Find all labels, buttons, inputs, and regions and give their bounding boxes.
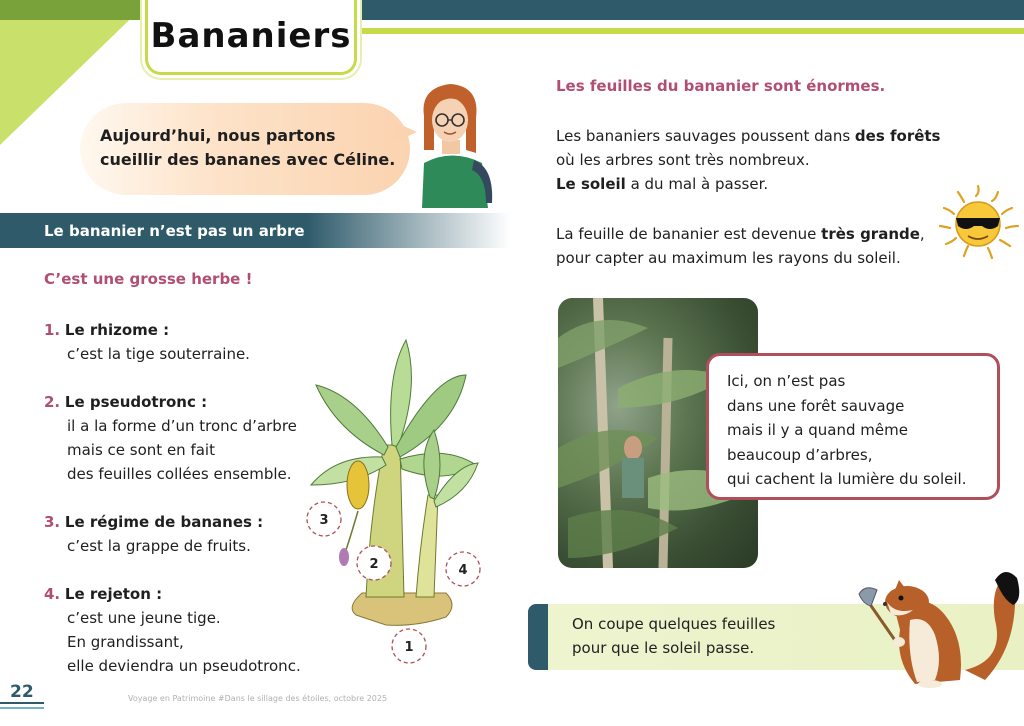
top-bar — [355, 0, 1024, 20]
top-line — [355, 28, 1024, 34]
sun-icon — [932, 182, 1024, 262]
item-term: Le régime de bananes : — [64, 513, 264, 531]
item-line: il a la forme d’un tronc d’arbre — [67, 417, 297, 435]
footer-credit: Voyage en Patrimoine #Dans le sillage des étoiles, octobre 2025 — [128, 694, 388, 703]
bottom-band-edge — [528, 604, 548, 670]
callout-line: Ici, on n’est pas — [727, 372, 846, 390]
label-3-text: 3 — [319, 513, 329, 528]
woman-illustration — [402, 78, 502, 208]
page-title: Bananiers — [150, 16, 352, 56]
item-line: mais ce sont en fait — [67, 441, 215, 459]
section-banner — [0, 213, 510, 248]
label-2 — [355, 544, 393, 582]
photo-callout — [706, 353, 1000, 500]
bold-run: des forêts — [854, 127, 941, 145]
title-box — [145, 0, 357, 75]
text-run: La feuille de bananier est devenue — [556, 225, 822, 243]
speech-bubble-text — [100, 124, 400, 172]
label-3 — [305, 500, 343, 538]
item-number: 3. — [44, 513, 61, 531]
label-4 — [444, 550, 482, 588]
text-run: où les arbres sont très nombreux. — [556, 151, 810, 169]
item-number: 4. — [44, 585, 61, 603]
item-number: 1. — [44, 321, 61, 339]
callout-line: qui cachent la lumière du soleil. — [727, 470, 967, 488]
text-run: a du mal à passer. — [625, 175, 769, 193]
label-2-text: 2 — [369, 557, 379, 572]
right-heading: Les feuilles du bananier sont énormes. — [556, 77, 886, 95]
item-term: Le rhizome : — [64, 321, 170, 339]
bubble-line: Aujourd’hui, nous partons — [100, 126, 336, 145]
text-run: , — [919, 225, 925, 243]
callout-line: mais il y a quand même — [727, 421, 908, 439]
label-1-text: 1 — [404, 640, 414, 655]
section-banner-label: Le bananier n’est pas un arbre — [44, 221, 305, 240]
label-1 — [390, 627, 428, 665]
text-run: Les bananiers sauvages poussent dans — [556, 127, 855, 145]
callout-line: dans une forêt sauvage — [727, 396, 905, 415]
item-line: c’est la tige souterraine. — [67, 345, 250, 363]
item-line: c’est une jeune tige. — [67, 609, 221, 627]
text-run: pour capter au maximum les rayons du soleil. — [556, 249, 901, 267]
item-line: des feuilles collées ensemble. — [67, 465, 292, 483]
page-number-underline — [0, 702, 44, 709]
callout-line: beaucoup d’arbres, — [727, 445, 873, 464]
bubble-line: cueillir des bananes avec Céline. — [100, 150, 396, 169]
bottom-line: pour que le soleil passe. — [572, 639, 755, 657]
item-line: c’est la grappe de fruits. — [67, 537, 251, 555]
bottom-note — [572, 612, 872, 660]
bold-run: très grande — [821, 225, 920, 243]
bold-run: Le soleil — [556, 175, 626, 193]
item-line: elle deviendra un pseudotronc. — [67, 657, 301, 675]
item-term: Le rejeton : — [64, 585, 163, 603]
item-line: En grandissant, — [67, 633, 184, 651]
paragraph-leaf — [556, 222, 976, 270]
page-number: 22 — [10, 682, 34, 702]
paragraph-forests — [556, 124, 976, 196]
item-term: Le pseudotronc : — [64, 393, 208, 411]
bottom-line: On coupe quelques feuilles — [572, 615, 776, 633]
weasel-illustration — [855, 560, 1024, 690]
label-4-text: 4 — [458, 563, 468, 578]
subheading: C’est une grosse herbe ! — [44, 270, 253, 288]
corner-strip — [0, 0, 150, 20]
item-number: 2. — [44, 393, 61, 411]
